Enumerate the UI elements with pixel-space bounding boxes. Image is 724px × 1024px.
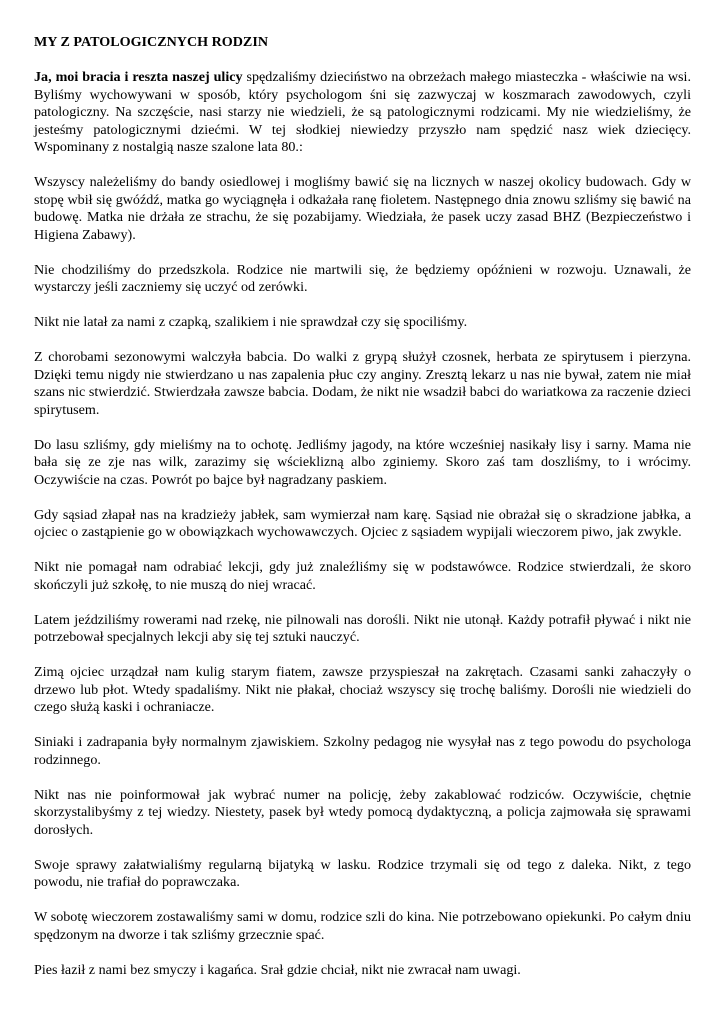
intro-lead: Ja, moi bracia i reszta naszej ulicy [34,69,243,85]
paragraph-homework: Nikt nie pomagał nam odrabiać lekcji, gdy już znaleźliśmy się w podstawówce. Rodzice stwierdzali, że skoro skończyli już szkołę, to nie muszą do niej wracać. [34,559,691,593]
paragraph-scarf: Nikt nie latał za nami z czapką, szalikiem i nie sprawdzał czy się spociliśmy. [34,314,468,330]
paragraph-forest: Do lasu szliśmy, gdy mieliśmy na to ochotę. Jedliśmy jagody, na które wcześniej nasikały lisy i sarny. Mama nie bała się ze zje nas wilk, zarazimy się wścieklizną albo zginiemy. Skoro zaś tam doszliśmy, to i wrócimy. Oczywiście na czas. Powrót po bajce był nagradzany paskiem. [34,436,691,488]
document-page [34,34,691,979]
document-title: MY Z PATOLOGICZNYCH RODZIN [34,34,268,50]
paragraph-sleigh: Zimą ojciec urządzał nam kulig starym fiatem, zawsze przyspieszał na zakrętach. Czasami sanki zahaczyły o drzewo lub płot. Wtedy spadaliśmy. Nikt nie płakał, chociaż wszyscy się trochę baliśmy. Dorośli nie wiedzieli do czego służą kaski i ochraniacze. [34,664,691,715]
paragraph-fights: Swoje sprawy załatwialiśmy regularną bijatyką w lasku. Rodzice trzymali się od tego z daleka. Nikt, z tego powodu, nie trafiał do poprawczaka. [34,856,691,890]
paragraph-dog: Pies łaził z nami bez smyczy i kagańca. Srał gdzie chciał, nikt nie zwracał nam uwagi. [34,961,521,978]
paragraph-construction-sites: Wszyscy należeliśmy do bandy osiedlowej i mogliśmy bawić się na licznych w naszej okolicy budowach. Gdy w stopę wbił się gwóźdź, matka go wyciągnęła i odkażała ranę fioletem. Następnego dnia znowu szliśmy się bawić na budowę. Matka nie drżała ze strachu, że się pozabijamy. Wiedziała, że pasek uczy zasad BHZ (Bezpieczeństwo i Higiena Zabawy). [34,174,691,243]
paragraph-bruises: Siniaki i zadrapania były normalnym zjawiskiem. Szkolny pedagog nie wysyłał nas z tego powodu do psychologa rodzinnego. [34,734,691,768]
paragraph-saturday: W sobotę wieczorem zostawaliśmy sami w domu, rodzice szli do kina. Nie potrzebowano opiekunki. Po całym dniu spędzonym na dworze i tak szliśmy grzecznie spać. [34,909,691,943]
paragraph-police: Nikt nas nie poinformował jak wybrać numer na policję, żeby zakablować rodziców. Oczywiście, chętnie skorzystalibyśmy z tej wiedzy. Niestety, pasek był wtedy pomocą dydaktyczną, a policja zajmowała się sprawami dorosłych. [34,786,691,838]
intro-paragraph [34,69,691,157]
paragraph-kindergarten: Nie chodziliśmy do przedszkola. Rodzice nie martwili się, że będziemy opóźnieni w rozwoju. Uznawali, że wystarczy jeśli zaczniemy się uczyć od zerówki. [34,261,691,295]
paragraph-river: Latem jeździliśmy rowerami nad rzekę, nie pilnowali nas dorośli. Nikt nie utonął. Każdy potrafił pływać i nikt nie potrzebował specjalnych lekcji aby się tej sztuki nauczyć. [34,611,691,645]
intro-text: spędzaliśmy dzieciństwo na obrzeżach małego miasteczka - właściwie na wsi. Byliśmy wychowywani w sposób, który psychologom śni się zazwyczaj w koszmarach zawodowych, czyli patologiczny. Na szczęście, nasi starzy nie wiedzieli, że są patologicznymi rodzicami. My nie wiedzieliśmy, że jesteśmy patologicznymi dziećmi. W tej słodkiej niewiedzy przyszło nam spędzić nasz wiek dziecięcy. Wspominany z nostalgią nasze szalone lata 80.: [34,69,691,155]
paragraph-neighbor: Gdy sąsiad złapał nas na kradzieży jabłek, sam wymierzał nam karę. Sąsiad nie obrażał się o skradzione jabłka, a ojciec o zastąpienie go w obowiązkach wychowawczych. Ojciec z sąsiadem wypijali wieczorem piwo, jak zwykle. [34,506,691,540]
paragraph-grandma: Z chorobami sezonowymi walczyła babcia. Do walki z grypą służył czosnek, herbata ze spirytusem i pierzyna. Dzięki temu nigdy nie stwierdzano u nas zapalenia płuc czy anginy. Zresztą lekarz u nas nie bywał, zatem nie miał szans nic stwierdzić. Stwierdzała zawsze babcia. Dodam, że nikt nie wsadził babci do wariatkowa za raczenie dzieci spirytusem. [34,349,691,418]
